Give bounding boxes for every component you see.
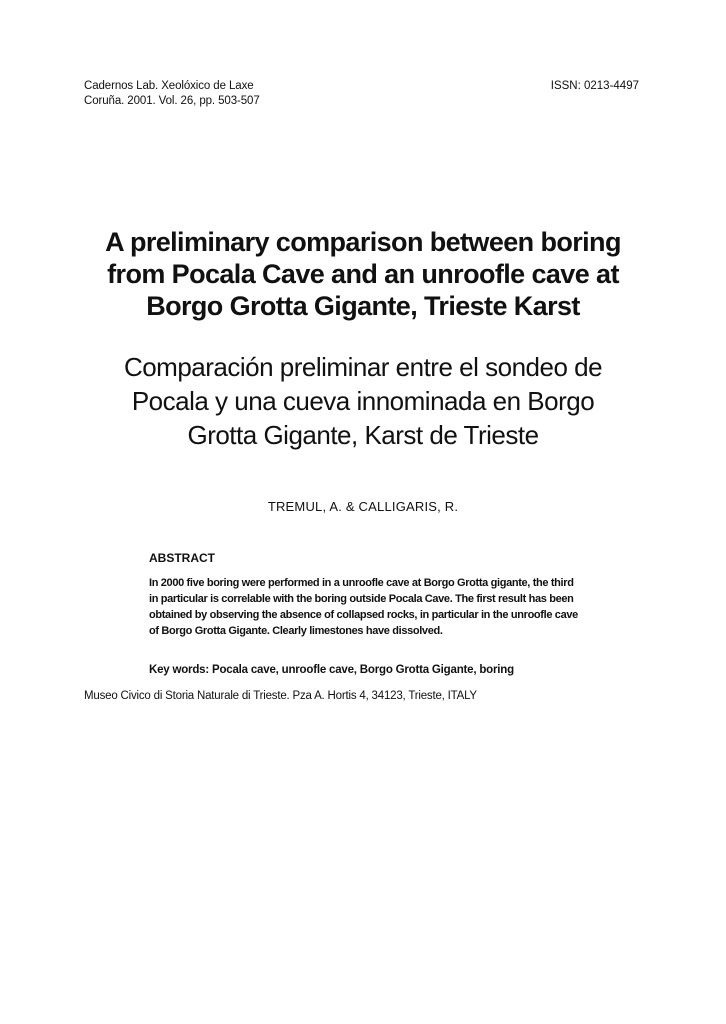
- english-title-line: A preliminary comparison between boring: [105, 227, 621, 257]
- journal-citation: [84, 79, 260, 109]
- affiliation: Museo Civico di Storia Naturale di Trieste. Pza A. Hortis 4, 34123, Trieste, ITALY: [84, 690, 477, 702]
- abstract-line: of Borgo Grotta Gigante. Clearly limestones have dissolved.: [149, 625, 443, 637]
- keywords: Key words: Pocala cave, unroofle cave, Borgo Grotta Gigante, boring: [149, 664, 514, 676]
- english-title-line: Borgo Grotta Gigante, Trieste Karst: [146, 291, 580, 321]
- journal-name: Cadernos Lab. Xeolóxico de Laxe: [84, 80, 254, 92]
- spanish-title-line: Comparación preliminar entre el sondeo de: [123, 352, 603, 382]
- english-title-line: from Pocala Cave and an unroofle cave at: [107, 259, 619, 289]
- issn: ISSN: 0213-4497: [550, 80, 639, 92]
- spanish-title-line: Pocala y una cueva innominada en Borgo: [131, 386, 595, 416]
- spanish-title: [60, 350, 666, 452]
- abstract-heading: ABSTRACT: [149, 551, 215, 565]
- abstract-line: in particular is correlable with the boring outside Pocala Cave. The first result has been: [149, 593, 574, 605]
- english-title: [60, 226, 666, 322]
- authors: TREMUL, A. & CALLIGARIS, R.: [267, 499, 459, 514]
- abstract-line: obtained by observing the absence of collapsed rocks, in particular in the unroofle cave: [149, 609, 578, 621]
- abstract-line: In 2000 five boring were performed in a unroofle cave at Borgo Grotta gigante, the third: [149, 577, 574, 589]
- spanish-title-line: Grotta Gigante, Karst de Trieste: [187, 420, 539, 450]
- journal-volume: Coruña. 2001. Vol. 26, pp. 503-507: [84, 95, 260, 107]
- abstract-text: [149, 575, 645, 639]
